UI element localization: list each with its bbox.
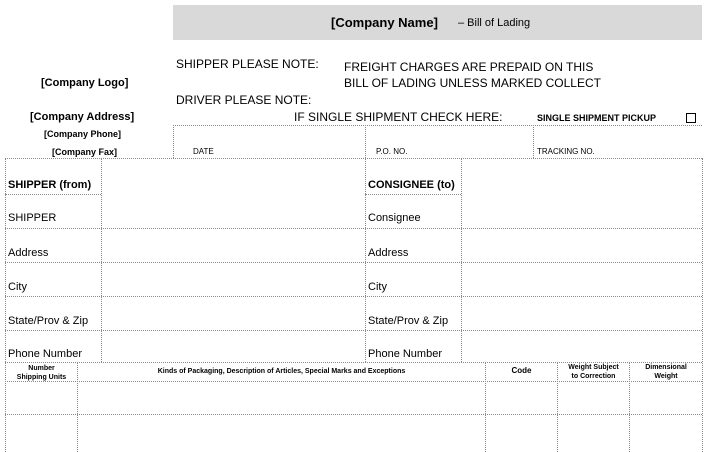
grid-right-edge — [702, 158, 703, 452]
shipper-consignee-divider — [365, 158, 366, 362]
shipper-note-line2: BILL OF LADING UNLESS MARKED COLLECT — [344, 76, 601, 90]
shipper-address-input[interactable] — [102, 229, 364, 262]
col-code-header: Code — [511, 366, 532, 375]
meta-row-divider — [533, 125, 534, 158]
row-line — [365, 194, 461, 195]
consignee-phone-label: Phone Number — [368, 348, 442, 360]
shipper-note-line1: FREIGHT CHARGES ARE PREPAID ON THIS — [344, 60, 594, 74]
consignee-state-zip-label: State/Prov & Zip — [368, 315, 449, 327]
shipper-city-input[interactable] — [102, 263, 364, 296]
driver-note-label: DRIVER PLEASE NOTE: — [176, 93, 312, 107]
company-logo-placeholder: [Company Logo] — [41, 77, 129, 89]
consignee-city-label: City — [368, 281, 387, 293]
single-shipment-check-label: IF SINGLE SHIPMENT CHECK HERE: — [294, 110, 503, 124]
consignee-address-label: Address — [368, 247, 409, 259]
item-row[interactable] — [6, 382, 702, 414]
consignee-phone-input[interactable] — [462, 331, 701, 362]
shipper-field-label: SHIPPER — [8, 212, 57, 224]
date-label: DATE — [193, 147, 214, 156]
single-shipment-pickup-label: SINGLE SHIPMENT PICKUP — [537, 114, 657, 123]
row-line — [5, 362, 702, 363]
col-units-header-line1: Number — [28, 365, 55, 372]
shipper-phone-label: Phone Number — [8, 348, 82, 360]
col-weight-header-line1: Weight Subject — [568, 364, 619, 371]
item-row[interactable] — [6, 415, 702, 451]
col-weight-header-line2: to Correction — [571, 373, 616, 380]
shipper-state-zip-label: State/Prov & Zip — [8, 315, 89, 327]
col-units-header-line2: Shipping Units — [16, 374, 67, 381]
meta-row-divider — [365, 125, 366, 158]
company-name: [Company Name] — [331, 15, 438, 30]
consignee-heading: CONSIGNEE (to) — [368, 180, 455, 191]
row-line — [5, 194, 101, 195]
shipper-address-label: Address — [8, 247, 49, 259]
consignee-name-input[interactable] — [462, 159, 701, 228]
meta-row-top-line — [173, 125, 702, 126]
shipper-state-zip-input[interactable] — [102, 297, 364, 330]
col-description-header: Kinds of Packaging, Description of Articles, Special Marks and Exceptions — [157, 368, 406, 375]
consignee-address-input[interactable] — [462, 229, 701, 262]
shipper-heading: SHIPPER (from) — [8, 180, 92, 191]
company-address: [Company Address] — [30, 111, 135, 123]
col-dimensional-header-line1: Dimensional — [645, 364, 687, 371]
company-phone: [Company Phone] — [44, 129, 122, 139]
tracking-number-label: TRACKING NO. — [537, 147, 595, 156]
meta-row-divider — [173, 125, 174, 158]
document-title: – Bill of Lading — [458, 17, 531, 29]
shipper-city-label: City — [8, 281, 27, 293]
shipper-note-label: SHIPPER PLEASE NOTE: — [176, 57, 319, 71]
po-number-label: P.O. NO. — [376, 147, 408, 156]
single-shipment-checkbox[interactable] — [686, 113, 696, 123]
company-fax: [Company Fax] — [52, 147, 118, 157]
consignee-state-zip-input[interactable] — [462, 297, 701, 330]
shipper-phone-input[interactable] — [102, 331, 364, 362]
consignee-field-label: Consignee — [368, 212, 421, 224]
shipper-name-input[interactable] — [102, 159, 364, 228]
col-dimensional-header-line2: Weight — [654, 373, 678, 380]
consignee-city-input[interactable] — [462, 263, 701, 296]
